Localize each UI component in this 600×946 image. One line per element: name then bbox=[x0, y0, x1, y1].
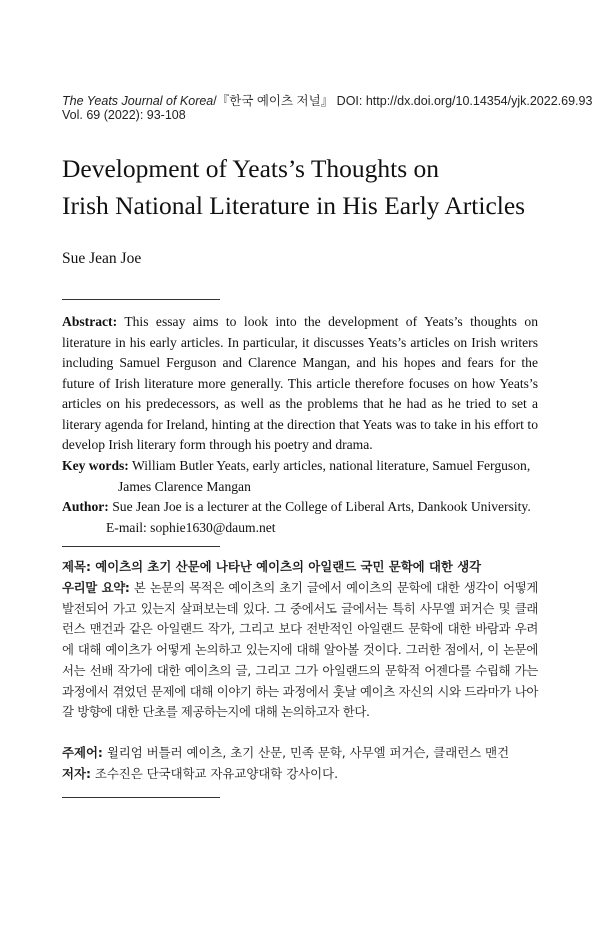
journal-header bbox=[62, 91, 592, 109]
divider-middle bbox=[62, 546, 220, 547]
keywords-line-2: James Clarence Mangan bbox=[118, 478, 251, 494]
korean-author-label: 저자: bbox=[62, 766, 91, 781]
keywords bbox=[62, 456, 538, 497]
korean-keywords bbox=[62, 743, 538, 764]
keywords-line-1: William Butler Yeats, early articles, national literature, Samuel Ferguson, bbox=[128, 458, 531, 473]
abstract bbox=[62, 312, 538, 456]
korean-author-text: 조수진은 단국대학교 자유교양대학 강사이다. bbox=[90, 766, 339, 781]
journal-doi: /『한국 예이츠 저널』 DOI: http://dx.doi.org/10.14354/yjk.2022.69.93 bbox=[213, 94, 593, 108]
korean-title-label: 제목: bbox=[62, 559, 91, 574]
korean-author bbox=[62, 764, 538, 785]
author-email: E-mail: sophie1630@daum.net bbox=[106, 519, 276, 535]
korean-title bbox=[62, 557, 538, 578]
author-info-label: Author: bbox=[62, 499, 109, 514]
korean-abstract bbox=[62, 578, 538, 723]
author-info-line-1: Sue Jean Joe is a lecturer at the College of Liberal Arts, Dankook University. bbox=[108, 499, 531, 514]
author-name: Sue Jean Joe bbox=[62, 250, 142, 267]
volume-info: Vol. 69 (2022): 93-108 bbox=[62, 108, 186, 122]
korean-abstract-label: 우리말 요약: bbox=[62, 580, 130, 595]
author-info bbox=[62, 497, 538, 538]
divider-bottom bbox=[62, 797, 220, 798]
korean-abstract-text: 본 논문의 목적은 예이츠의 초기 글에서 예이츠의 문학에 대한 생각이 어떻게 발전되어 가고 있는지 살펴보는데 있다. 그 중에서도 글에서는 특히 사무엘 퍼거슨 및 클래런스 맨건과 같은 아일랜드 작가, 그리고 보다 전반적인 아일랜드 문학에 대한 바람과 우려에 대해 예이츠가 어떻게 논의하고 있는지에 대해 알아볼 것이다. 그러한 점에서, 이 논문에서는 선배 작가에 대한 예이츠의 글, 그리고 그가 아일랜드의 문학적 어젠다를 수립해 가는 과정에서 겪었던 문제에 대해 이야기 하는 과정에서 훗날 예이츠 자신의 시와 드라마가 나아갈 방향에 대한 단초를 제공하는지에 대해 논의하고자 한다. bbox=[62, 580, 538, 720]
korean-title-text: 예이츠의 초기 산문에 나타난 예이츠의 아일랜드 국민 문학에 대한 생각 bbox=[90, 559, 482, 574]
journal-name: The Yeats Journal of Korea bbox=[62, 94, 214, 108]
korean-keywords-label: 주제어: bbox=[62, 745, 103, 760]
abstract-text: This essay aims to look into the development of Yeats’s thoughts on literature in his early articles. In particular, it discusses Yeats’s articles on Irish writers including Samuel Ferguson and Clarence Mangan, and his hopes and fears for the future of Irish literature more generally. This article therefore focuses on how Yeats’s articles on his predecessors, as well as the problems that he had as he tried to set a literary agenda for Ireland, hinting at the direction that Yeats was to take in his effort to develop Irish literary form through his poetry and drama. bbox=[62, 314, 538, 452]
abstract-label: Abstract: bbox=[62, 314, 118, 329]
article-title-line-1: Development of Yeats’s Thoughts on bbox=[62, 154, 440, 183]
keywords-label: Key words: bbox=[62, 458, 129, 473]
article-title bbox=[62, 150, 525, 224]
korean-keywords-text: 윌리엄 버틀러 예이츠, 초기 산문, 민족 문학, 사무엘 퍼거슨, 클래런스 맨건 bbox=[102, 745, 510, 760]
divider-top bbox=[62, 299, 220, 300]
article-title-line-2: Irish National Literature in His Early Articles bbox=[62, 191, 526, 220]
